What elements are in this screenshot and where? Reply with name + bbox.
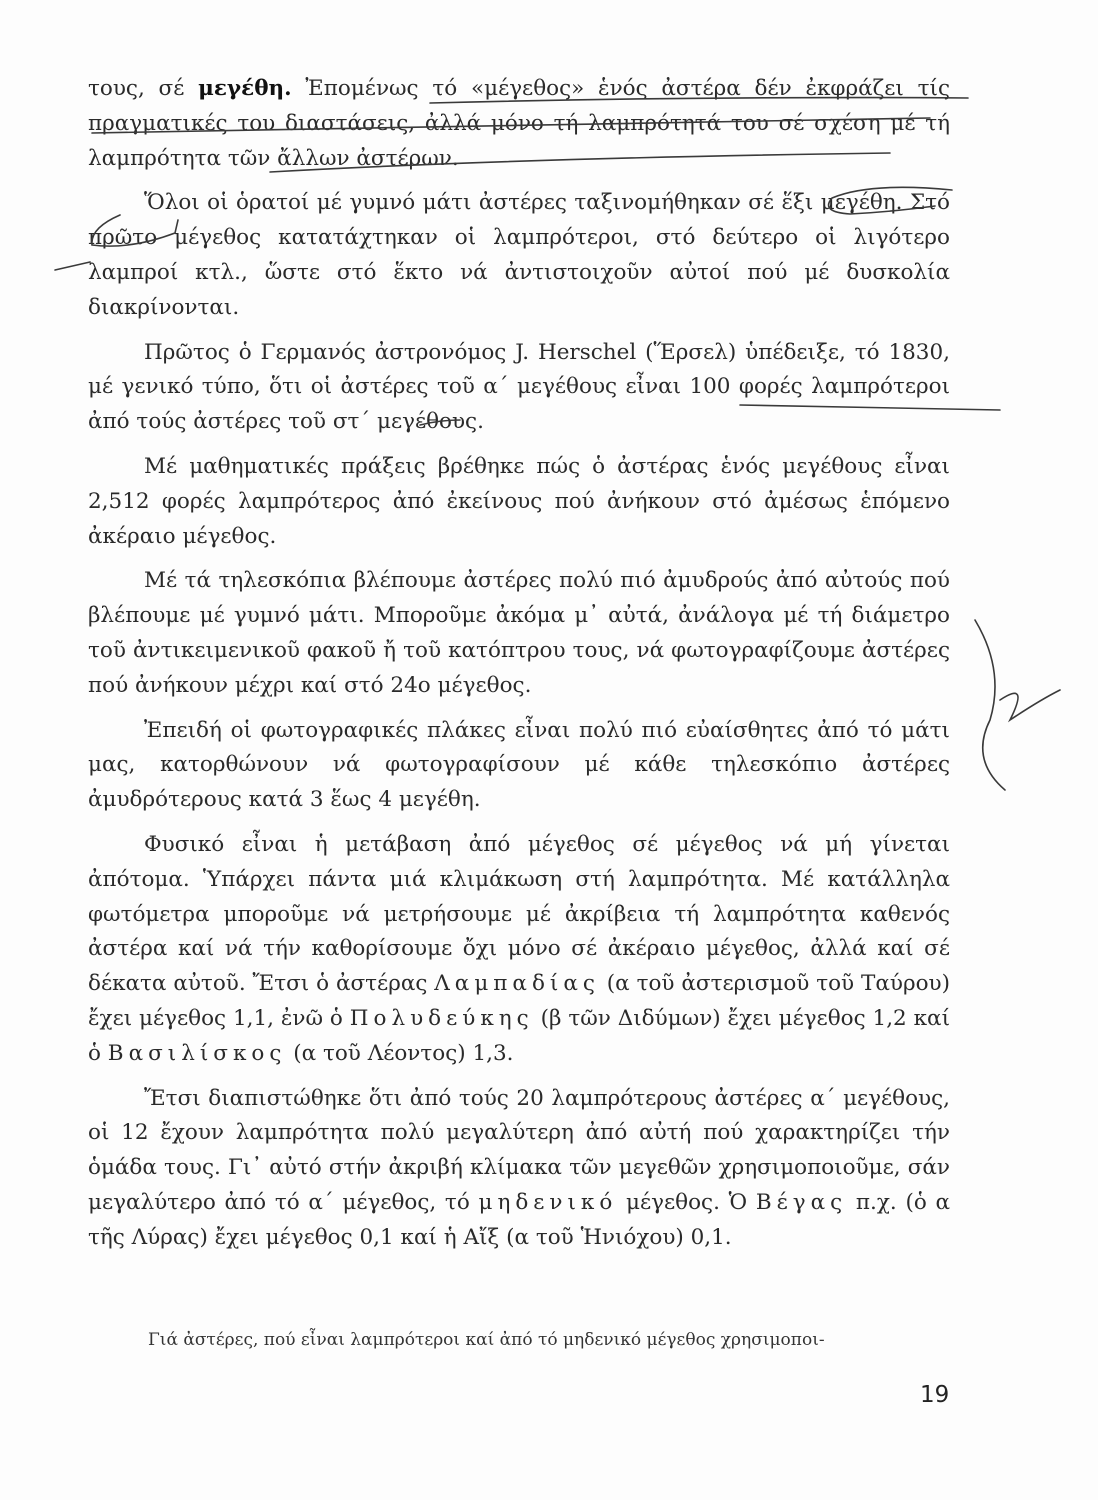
paragraph <box>88 1082 950 1256</box>
side-line <box>55 262 90 270</box>
paragraph <box>88 450 950 554</box>
text-run: τους, σέ <box>88 76 199 101</box>
spaced-name: μηδενικό <box>478 1189 618 1215</box>
margin-bracket <box>975 620 1005 790</box>
spaced-name: Βέγας <box>755 1189 848 1215</box>
paragraph <box>88 828 950 1072</box>
text-run: Φυσικό εἶναι ἡ μετάβαση ἀπό μέγεθος σέ μέγεθος νά μή γίνεται ἀπότομα. Ὑπάρχει πάντα μιά κλιμάκωση στή λαμπρότητα. Μέ κατάλληλα φωτόμετρα μποροῦμε νά μετρήσουμε μέ ἀκρίβεια τή λαμπρότητα καθενός ἀστέρα καί νά τήν καθορίσουμε ὄχι μόνο σέ ἀκέραιο μέγεθος, ἀλλά καί σέ δέκατα αὐτοῦ. Ἔτσι ὁ ἀστέρας <box>88 831 950 997</box>
paragraph <box>88 564 950 703</box>
spaced-name: Βασιλίσκος <box>107 1040 287 1066</box>
text-run: (α τοῦ Λέοντος) 1,3. <box>286 1040 514 1066</box>
text-run: Μέ μαθηματικές πράξεις βρέθηκε πώς ὁ ἀστέρας ἑνός μεγέθους εἶναι 2,512 φορές λαμπρότερος ἀπό ἐκείνους πού ἀνήκουν στό ἀμέσως ἑπόμενο ἀκέραιο μέγεθος. <box>88 453 950 549</box>
text-run: Πρῶτος ὁ Γερμανός ἀστρονόμος J. Herschel (Ἕρσελ) ὑπέδειξε, τό 1830, μέ γενικό τύπο, ὅτι οἱ ἀστέρες τοῦ α΄ μεγέθους εἶναι 100 φορές λαμπρότεροι ἀπό τούς ἀστέρες τοῦ στ΄ μεγέθους. <box>88 339 950 435</box>
text-run: Ὅλοι οἱ ὁρατοί μέ γυμνό μάτι ἀστέρες ταξινομήθηκαν σέ ἕξι μεγέθη. Στό πρῶτο μέγεθος κατατάχτηκαν οἱ λαμπρότεροι, στό δεύτερο οἱ λιγότερο λαμπροί κτλ., ὥστε στό ἕκτο νά ἀντιστοιχοῦν αὐτοί πού μέ δυσκολία διακρίνονται. <box>88 190 950 320</box>
text-run: π.χ. (ὁ α τῆς Λύρας) ἔχει μέγεθος 0,1 καί ἡ Αἴξ (α τοῦ Ἡνιόχου) 0,1. <box>88 1189 951 1250</box>
paragraph <box>88 186 950 325</box>
spaced-name: Πολυδεύκης <box>349 1005 534 1031</box>
bold-term: μεγέθη. <box>198 76 292 101</box>
text-run: Μέ τά τηλεσκόπια βλέπουμε ἀστέρες πολύ πιό ἀμυδρούς ἀπό αὐτούς πού βλέπουμε μέ γυμνό μάτι. Μποροῦμε ἀκόμα μ᾽ αὐτά, ἀνάλογα μέ τή διάμετρο τοῦ ἀντικειμενικοῦ φακοῦ ἤ τοῦ κατόπτρου τους, νά φωτογραφίζουμε ἀστέρες πού ἀνήκουν μέχρι καί στό 24ο μέγεθος. <box>88 568 950 698</box>
text-run: Ἐπειδή οἱ φωτογραφικές πλάκες εἶναι πολύ πιό εὐαίσθητες ἀπό τό μάτι μας, κατορθώνουν νά φωτογραφίσουν μέ κάθε τηλεσκόπιο ἀστέρες ἀμυδρότερους κατά 3 ἕως 4 μεγέθη. <box>88 717 950 813</box>
body-text <box>88 72 950 1266</box>
paragraph <box>88 336 950 440</box>
signature-mark <box>1000 690 1060 720</box>
text-run: Ἐπομένως τό «μέγεθος» ἑνός ἀστέρα δέν ἐκφράζει τίς πραγματικές του διαστάσεις, ἀλλά μόνο τή λαμπρότητά του σέ σχέση μέ τή λαμπρότητα τῶν ἄλλων ἀστέρων. <box>88 76 950 171</box>
footnote-line: Γιά ἀστέρες, πού εἶναι λαμπρότεροι καί ἀπό τό μηδενικό μέγεθος χρησιμοποι- <box>148 1330 825 1350</box>
text-run: (β τῶν Διδύμων) ἔχει μέγεθος 1,2 καί ὁ <box>88 1005 951 1066</box>
paragraph <box>88 714 950 818</box>
page-number: 19 <box>920 1382 950 1408</box>
paragraph <box>88 72 950 176</box>
text-run: μέγεθος. Ὁ <box>617 1189 756 1215</box>
text-run: Ἔτσι διαπιστώθηκε ὅτι ἀπό τούς 20 λαμπρότερους ἀστέρες α΄ μεγέθους, οἱ 12 ἔχουν λαμπρότητα πολύ μεγαλύτερη ἀπό αὐτή πού χαρακτηρίζει τήν ὁμάδα τους. Γι᾽ αὐτό στήν ἀκριβή κλίμακα τῶν μεγεθῶν χρησιμοποιοῦμε, σάν μεγαλύτερο ἀπό τό α΄ μέγεθος, τό <box>88 1085 950 1215</box>
spaced-name: Λαμπαδίας <box>434 971 600 997</box>
text-run: (α τοῦ ἀστερισμοῦ τοῦ Ταύρου) ἔχει μέγεθος 1,1, ἐνῶ ὁ <box>88 971 950 1031</box>
